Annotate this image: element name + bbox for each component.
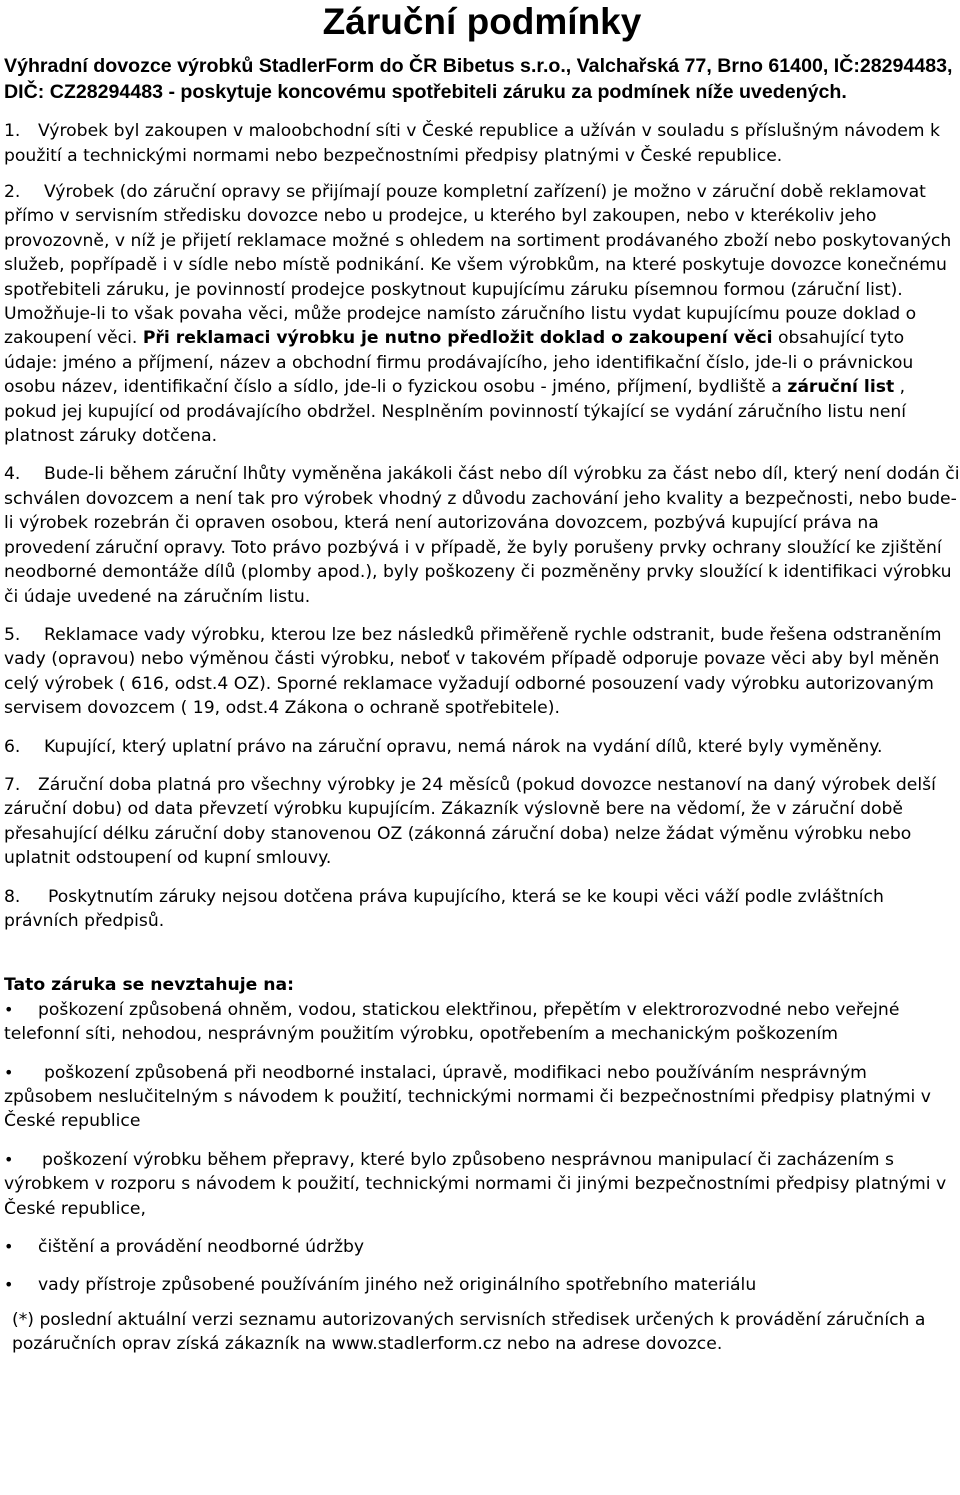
clause-8 <box>4 885 960 934</box>
clause-7 <box>4 773 960 871</box>
clause-text: Výrobek (do záruční opravy se přijímají pouze kompletní zařízení) je možno v záruční době reklamovat přímo v servisním středisku dovozce nebo u prodejce, u kterého byl zakoupen, nebo v kterékoliv jeho provozovně, v níž je přijetí reklamace možné s ohledem na sortiment prodávaného zboží nebo poskytovaných služeb, popřípadě i v sídle nebo místě podnikání. Ke všem výrobkům, na které poskytuje dovozce konečnému spotřebiteli záruku, je povinností prodejce poskytnout kupujícímu záruku písemnou formou (záruční list). Umožňuje-li to však povaha věci, může prodejce namísto záručního listu vydat kupujícímu pouze doklad o zakoupení věci. <box>4 182 952 349</box>
clause-text: Bude-li během záruční lhůty vyměněna jakákoli část nebo díl výrobku za část nebo díl, který není dodán či schválen dovozcem a není tak pro výrobek vhodný z důvodu zachování jeho kvality a bezpečnosti, nebo bude-li výrobek rozebrán či opraven osobou, která není autorizována dovozcem, pozbývá kupující práva na provedení záruční opravy. Toto právo pozbývá i v případě, že byly porušeny prvky ochrany sloužící ke zjištění neodborné demontáže dílů (plomby apod.), byly poškozeny či pozměněny prvky sloužící k identifikaci výrobku či údaje uvedené na záručním listu. <box>4 464 960 607</box>
list-item: • poškození způsobená při neodborné instalaci, úpravě, modifikaci nebo používáním nesprávným způsobem neslučitelným s návodem k použití, technickými normami či bezpečnostními předpisy platnými v České republice <box>4 1062 931 1132</box>
list-item: • poškození způsobená ohněm, vodou, statickou elektřinou, přepětím v elektrorozvodné nebo veřejné telefonní síti, nehodou, nesprávným použitím výrobku, opotřebením a mechanickým poškozením <box>4 999 900 1045</box>
clause-text: Výrobek byl zakoupen v maloobchodní síti v České republice a užíván v souladu s příslušným návodem k použití a technickými normami nebo bezpečnostními předpisy platnými v České republice. <box>4 121 940 166</box>
clause-text: , pokud jej kupující od prodávajícího obdržel. Nesplněním povinností týkající se vydání záručního listu není platnost záruky dotčena. <box>4 377 907 447</box>
clause-6 <box>4 735 960 759</box>
clause-number: 2. <box>4 182 21 202</box>
bullet-icon: • <box>4 1062 14 1082</box>
exclusions-list <box>4 998 960 1298</box>
footnote: (*) poslední aktuální verzi seznamu autorizovaných servisních středisek určených k provádění záručních a pozáručních oprav získá zákazník na www.stadlerform.cz nebo na adrese dovozce. <box>12 1309 926 1355</box>
list-item: • poškození výrobku během přepravy, které bylo způsobeno nesprávnou manipulací či zacházením s výrobkem v rozporu s návodem k použití, technickými normami či jinými bezpečnostními předpisy platnými v České republice, <box>4 1149 947 1219</box>
warranty-document <box>4 0 960 1357</box>
clause-5 <box>4 623 960 721</box>
bullet-icon: • <box>4 999 14 1019</box>
clause-number: 6. <box>4 736 21 757</box>
bullet-icon: • <box>4 1275 14 1295</box>
clause-text: Reklamace vady výrobku, kterou lze bez následků přiměřeně rychle odstranit, bude řešena odstraněním vady (opravou) nebo výměnou části výrobku, neboť v takovém případě odporuje povaze věci aby byl měněn celý výrobek ( 616, odst.4 OZ). Sporné reklamace vyžadují odborné posouzení vady výrobku autorizovaným servisem dovozcem ( 19, odst.4 Zákona o ochraně spotřebitele). <box>4 624 942 719</box>
bullet-icon: • <box>4 1149 14 1169</box>
clause-2 <box>4 180 960 448</box>
clause-text: obsahující tyto údaje: jméno a příjmení, název a obchodní firmu prodávajícího, jeho identifikační číslo, jde-li o právnickou osobu název, identifikační číslo a sídlo, jde-li o fyzickou osobu - jméno, příjmení, bydliště a <box>4 328 914 398</box>
page-title: Záruční podmínky <box>322 1 642 42</box>
clause-4 <box>4 462 960 608</box>
list-item: • čištění a provádění neodborné údržby <box>4 1235 960 1259</box>
clause-emphasis: Při reklamaci výrobku je nutno předložit doklad o zakoupení věci <box>142 328 773 349</box>
clause-text: Záruční doba platná pro všechny výrobky je 24 měsíců (pokud dovozce nestanoví na daný výrobek delší záruční dobu) od data převzetí výrobku kupujícím. Zákazník výslovně bere na vědomí, že v záruční době přesahující délku záruční doby stanovenou OZ (zákonná záruční doba) nelze žádat výměnu výrobku nebo uplatnit odstoupení od kupní smlouvy. <box>4 774 936 869</box>
clause-number: 8. <box>4 886 21 907</box>
clause-number: 1. <box>4 121 21 142</box>
exclusions-heading: Tato záruka se nevztahuje na: <box>4 975 294 996</box>
clause-text: Kupující, který uplatní právo na záruční opravu, nemá nárok na vydání dílů, které byly vyměněny. <box>44 736 883 757</box>
clause-text: Poskytnutím záruky nejsou dotčena práva kupujícího, která se ke koupi věci váží podle zvláštních právních předpisů. <box>4 886 884 931</box>
intro-paragraph: Výhradní dovozce výrobků StadlerForm do ČR Bibetus s.r.o., Valchařská 77, Brno 61400, IČ:28294483, DIČ: CZ28294483 - poskytuje koncovému spotřebiteli záruku za podmínek níže uvedených. <box>4 55 953 103</box>
clause-emphasis: záruční list <box>787 377 895 398</box>
clause-number: 5. <box>4 624 21 645</box>
bullet-icon: • <box>4 1237 14 1257</box>
list-item: • vady přístroje způsobené používáním jiného než originálního spotřebního materiálu <box>4 1273 960 1297</box>
clause-1 <box>4 119 960 168</box>
clause-number: 4. <box>4 464 21 485</box>
clause-number: 7. <box>4 774 21 795</box>
